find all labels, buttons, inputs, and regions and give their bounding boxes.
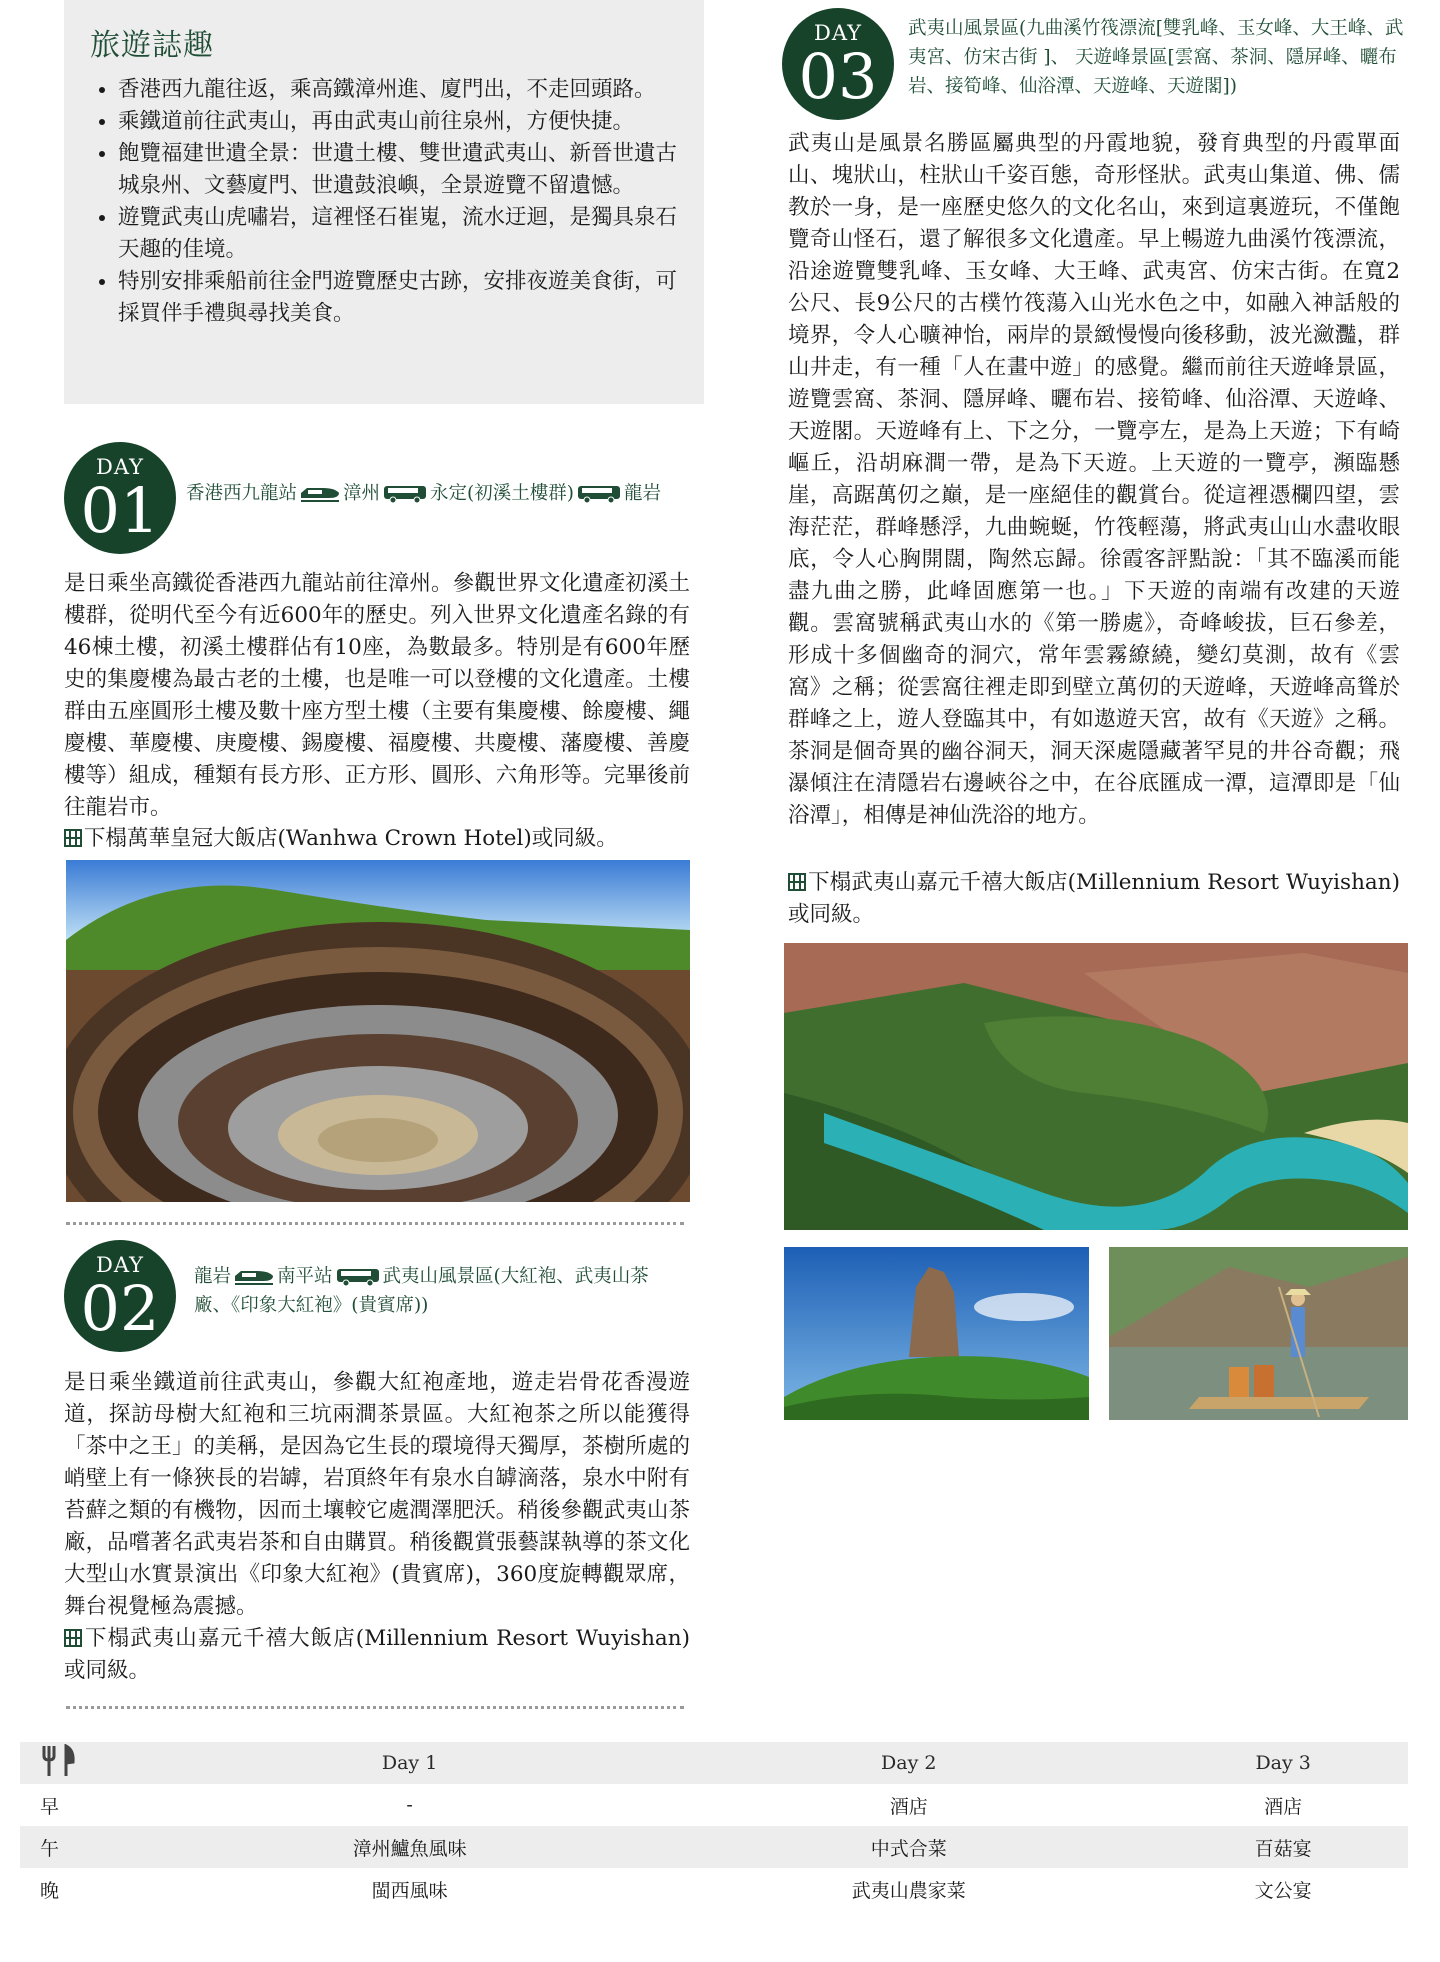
- route-stop: 南平站: [277, 1266, 333, 1287]
- day2-route: [194, 1262, 684, 1320]
- day2-hotel: [64, 1623, 690, 1687]
- train-icon: [233, 1267, 275, 1287]
- day1-hotel: [64, 823, 690, 855]
- divider: [66, 1706, 684, 1709]
- day3-hotel-text: 下榻武夷山嘉元千禧大飯店(Millennium Resort Wuyishan)或同級。: [788, 870, 1400, 927]
- route-stop: 永定(初溪土樓群): [430, 483, 574, 504]
- route-stop: 香港西九龍站: [186, 483, 298, 504]
- table-cell: 酒店: [889, 1795, 928, 1818]
- route-stop: 龍岩: [194, 1266, 232, 1287]
- list-item: • 乘鐵道前往武夷山，再由武夷山前往泉州，方便快捷。: [118, 106, 680, 138]
- day1-route: [186, 479, 676, 508]
- divider: [66, 1222, 684, 1225]
- tulou-photo: [66, 860, 690, 1202]
- river-valley-photo: [784, 943, 1408, 1230]
- table-row: [20, 1742, 1408, 1784]
- day3-hotel: [788, 867, 1400, 931]
- highlights-list: [90, 74, 680, 330]
- table-cell: 百菇宴: [1158, 1826, 1408, 1868]
- day1-description: 是日乘坐高鐵從香港西九龍站前往漳州。參觀世界文化遺產初溪土樓群，從明代至今有近600年的歷史。列入世界文化遺產名錄的有46棟土樓，初溪土樓群佔有10座，為數最多。特別是有600年歷史的集慶樓為最古老的土樓，也是唯一可以登樓的文化遺產。土樓群由五座圓形土樓及數十座方型土樓（主要有集慶樓、餘慶樓、繩慶樓、華慶樓、庚慶樓、錫慶樓、福慶樓、共慶樓、藩慶樓、善慶樓等）組成，種類有長方形、正方形、圓形、六角形等。完畢後前往龍岩市。: [64, 571, 690, 820]
- table-cell: 閩西風味: [371, 1879, 448, 1902]
- list-item: • 特別安排乘船前往金門遊覽歷史古跡，安排夜遊美食街，可採買伴手禮與尋找美食。: [118, 266, 680, 330]
- table-cell: 酒店: [1264, 1795, 1303, 1818]
- list-item: • 香港西九龍往返，乘高鐵漳州進、廈門出，不走回頭路。: [118, 74, 680, 106]
- meal-row-label: 晚: [40, 1879, 60, 1902]
- train-icon: [299, 484, 341, 504]
- table-cell: 中式合菜: [659, 1826, 1158, 1868]
- day2-description: 是日乘坐鐵道前往武夷山，參觀大紅袍產地，遊走岩骨花香漫遊道，探訪母樹大紅袍和三坑兩澗茶景區。大紅袍茶之所以能獲得「茶中之王」的美稱，是因為它生長的環境得天獨厚，茶樹所處的峭壁上有一條狹長的岩罅，岩頂終年有泉水自罅滴落，泉水中附有苔蘚之類的有機物，因而土壤較它處潤澤肥沃。稍後參觀武夷山茶廠，品嚐著名武夷岩茶和自由購買。稍後觀賞張藝謀執導的茶文化大型山水實景演出《印象大紅袍》(貴賓席)，360度旋轉觀眾席，舞台視覺極為震撼。: [64, 1370, 690, 1619]
- day1-hotel-text: 下榻萬華皇冠大飯店(Wanhwa Crown Hotel)或同級。: [84, 826, 618, 851]
- bus-icon: [382, 484, 428, 504]
- meals-header-cell: [20, 1742, 160, 1784]
- meal-row-label: 午: [20, 1826, 160, 1868]
- day3-badge: [782, 8, 894, 120]
- bus-icon: [576, 484, 622, 504]
- day3-route: 武夷山風景區(九曲溪竹筏漂流[雙乳峰、玉女峰、大王峰、武夷宮、仿宋古街 ]、 天遊峰景區[雲窩、茶洞、隱屏峰、曬布岩、接筍峰、仙浴潭、天遊峰、天遊閣]): [908, 18, 1404, 97]
- table-cell: 武夷山農家菜: [851, 1879, 966, 1902]
- rock-peak-photo: [784, 1247, 1089, 1420]
- day1-badge-label: DAY: [95, 455, 144, 479]
- hotel-icon: [64, 828, 82, 848]
- bus-icon: [335, 1267, 381, 1287]
- day2-badge-label: DAY: [95, 1253, 144, 1277]
- route-stop: 龍岩: [623, 483, 661, 504]
- day1-badge-number: 01: [80, 474, 160, 547]
- table-row: [20, 1784, 1408, 1826]
- day2-badge: [64, 1240, 176, 1352]
- table-header-cell: Day 2: [659, 1742, 1158, 1784]
- table-row: [20, 1868, 1408, 1910]
- hotel-icon: [64, 1628, 82, 1648]
- highlights-title: 旅遊誌趣: [90, 28, 214, 63]
- meal-row-label: 早: [40, 1795, 60, 1818]
- table-header-cell: Day 3: [1158, 1742, 1408, 1784]
- list-item: • 飽覽福建世遺全景：世遺土樓、雙世遺武夷山、新晉世遺古城泉州、文藝廈門、世遺鼓浪嶼，全景遊覽不留遺憾。: [118, 138, 680, 202]
- hotel-icon: [788, 872, 806, 892]
- table-cell: 文公宴: [1254, 1879, 1312, 1902]
- table-header-cell: Day 1: [160, 1742, 659, 1784]
- day2-hotel-text: 下榻武夷山嘉元千禧大飯店(Millennium Resort Wuyishan)或同級。: [64, 1626, 690, 1683]
- table-cell: 漳州鱸魚風味: [160, 1826, 659, 1868]
- day3-badge-label: DAY: [813, 21, 862, 45]
- bamboo-raft-photo: [1109, 1247, 1408, 1420]
- day3-badge-number: 03: [798, 40, 878, 113]
- fork-knife-icon: [40, 1744, 76, 1778]
- table-cell: -: [406, 1794, 413, 1816]
- highlights-box: [64, 0, 704, 404]
- table-row: [20, 1826, 1408, 1868]
- day1-badge: [64, 442, 176, 554]
- route-stop: 漳州: [343, 483, 381, 504]
- day2-badge-number: 02: [80, 1272, 160, 1345]
- day3-description: 武夷山是風景名勝區屬典型的丹霞地貌，發育典型的丹霞單面山、塊狀山，柱狀山千姿百態，奇形怪狀。武夷山集道、佛、儒教於一身，是一座歷史悠久的文化名山，來到這裏遊玩，不僅飽覽奇山怪石，還了解很多文化遺產。早上暢遊九曲溪竹筏漂流，沿途遊覽雙乳峰、玉女峰、大王峰、武夷宮、仿宋古街。在寬2公尺、長9公尺的古樸竹筏蕩入山光水色之中，如融入神話般的境界，令人心曠神怡，兩岸的景緻慢慢向後移動，波光瀲灩，群山井走，有一種「人在畫中遊」的感覺。繼而前往天遊峰景區，遊覽雲窩、茶洞、隱屏峰、曬布岩、接筍峰、仙浴潭、天遊峰、天遊閣。天遊峰有上、下之分，一覽亭左，是為上天遊；下有崎嶇丘，沿胡麻澗一帶，是為下天遊。上天遊的一覽亭，瀕臨懸崖，高踞萬仞之巔，是一座絕佳的觀賞台。從這裡憑欄四望，雲海茫茫，群峰懸浮，九曲蜿蜒，竹筏輕蕩，將武夷山山水盡收眼底，令人心胸開闊，陶然忘歸。徐霞客評點說：「其不臨溪而能盡九曲之勝，此峰固應第一也。」下天遊的南端有改建的天遊觀。雲窩號稱武夷山水的《第一勝處》，奇峰峻拔，巨石參差，形成十多個幽奇的洞穴，常年雲霧繚繞，變幻莫測，故有《雲窩》之稱；從雲窩往裡走即到壁立萬仞的天遊峰，天遊峰高聳於群峰之上，遊人登臨其中，有如遨遊天宮，故有《天遊》之稱。茶洞是個奇異的幽谷洞天，洞天深處隱藏著罕見的井谷奇觀；飛瀑傾注在清隱岩右邊峽谷之中，在谷底匯成一潭，這潭即是「仙浴潭」，相傳是神仙洗浴的地方。: [788, 131, 1400, 828]
- meals-table: [20, 1742, 1408, 1910]
- list-item: • 遊覽武夷山虎嘯岩，這裡怪石崔嵬，流水迂迴，是獨具泉石天趣的佳境。: [118, 202, 680, 266]
- route-stop: 武夷山風景區(大紅袍、武夷山茶廠、《印象大紅袍》(貴賓席)): [194, 1266, 649, 1316]
